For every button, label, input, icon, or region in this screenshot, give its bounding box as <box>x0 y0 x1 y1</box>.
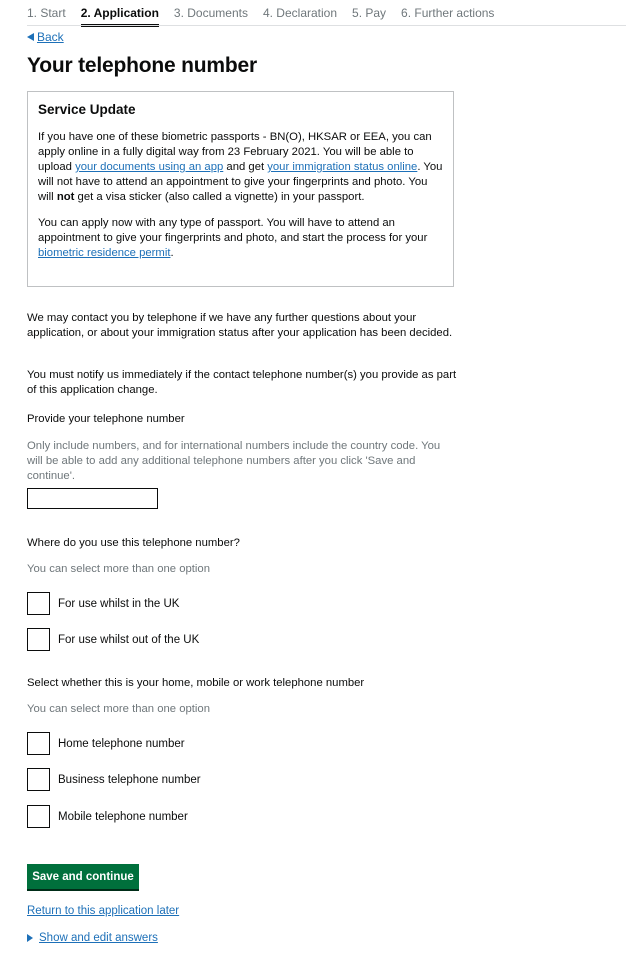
telephone-hint: Only include numbers, and for international numbers include the country code. You will be able to add any additional telephone numbers after you click 'Save and continue'. <box>27 440 441 482</box>
checkbox-in-uk[interactable] <box>27 592 179 615</box>
disclosure-triangle-icon <box>27 934 33 942</box>
immigration-status-link[interactable]: your immigration status online <box>267 161 418 173</box>
checkbox-label[interactable]: Mobile telephone number <box>58 810 188 823</box>
step-start: 1. Start <box>27 6 66 20</box>
checkbox-box[interactable] <box>27 592 50 615</box>
text-segment: You can apply now with any type of passport. You will have to attend an appointment to give your fingerprints and photo, and start the process for your <box>38 217 428 244</box>
steps-divider <box>27 25 626 26</box>
back-link-label: Back <box>37 30 64 44</box>
checkbox-box[interactable] <box>27 628 50 651</box>
return-later-link[interactable]: Return to this application later <box>27 905 180 917</box>
usage-question: Where do you use this telephone number? <box>27 537 240 549</box>
telephone-input[interactable] <box>27 488 158 509</box>
text-segment: If you have one of these biometric passports - BN(O), HKSAR or EEA, you can apply online in a fully digital way from 23 February 2021. You will be able to upload <box>38 131 432 173</box>
step-pay: 5. Pay <box>352 6 387 20</box>
checkbox-box[interactable] <box>27 732 50 755</box>
step-documents: 3. Documents <box>173 6 248 20</box>
service-update-panel <box>27 91 454 287</box>
notify-change-text: You must notify us immediately if the contact telephone number(s) you provide as part of this application change. <box>27 369 457 396</box>
step-further-actions: 6. Further actions <box>401 6 495 20</box>
back-link[interactable] <box>27 30 64 44</box>
usage-hint: You can select more than one option <box>27 563 210 575</box>
checkbox-label[interactable]: For use whilst in the UK <box>58 597 180 610</box>
emphasis-not: not <box>56 191 75 203</box>
checkbox-label[interactable]: Home telephone number <box>58 737 185 750</box>
telephone-label: Provide your telephone number <box>27 413 185 425</box>
contact-info-text: We may contact you by telephone if we have any further questions about your application, or about your immigration status after your application has been decided. <box>27 312 453 339</box>
step-application: 2. Application <box>81 5 159 27</box>
text-segment: get a visa sticker (also called a vignette) in your passport. <box>74 191 365 203</box>
checkbox-mobile[interactable] <box>27 805 188 828</box>
checkbox-out-of-uk[interactable] <box>27 628 199 651</box>
save-and-continue-button[interactable]: Save and continue <box>27 864 139 889</box>
checkbox-label[interactable]: For use whilst out of the UK <box>58 633 200 646</box>
service-update-heading: Service Update <box>38 102 136 117</box>
type-hint: You can select more than one option <box>27 703 210 715</box>
text-segment: . <box>170 247 174 259</box>
checkbox-label[interactable]: Business telephone number <box>58 773 201 786</box>
text-segment: . You will not have to attend an appointment to give your fingerprints and photo. You will <box>38 161 443 203</box>
text-segment: and get <box>223 161 268 173</box>
biometric-residence-permit-link[interactable]: biometric residence permit <box>38 247 171 259</box>
show-edit-answers-link[interactable]: Show and edit answers <box>39 932 158 944</box>
show-edit-answers-toggle[interactable] <box>27 932 158 944</box>
checkbox-box[interactable] <box>27 805 50 828</box>
type-question: Select whether this is your home, mobile or work telephone number <box>27 677 365 689</box>
step-declaration: 4. Declaration <box>262 6 338 20</box>
back-arrow-icon <box>27 33 34 41</box>
progress-steps <box>27 5 494 27</box>
checkbox-box[interactable] <box>27 768 50 791</box>
checkbox-business[interactable] <box>27 768 201 791</box>
documents-app-link[interactable]: your documents using an app <box>75 161 224 173</box>
checkbox-home[interactable] <box>27 732 185 755</box>
service-update-paragraph-2 <box>38 216 443 261</box>
service-update-paragraph-1 <box>38 130 443 205</box>
page-title: Your telephone number <box>27 54 257 77</box>
